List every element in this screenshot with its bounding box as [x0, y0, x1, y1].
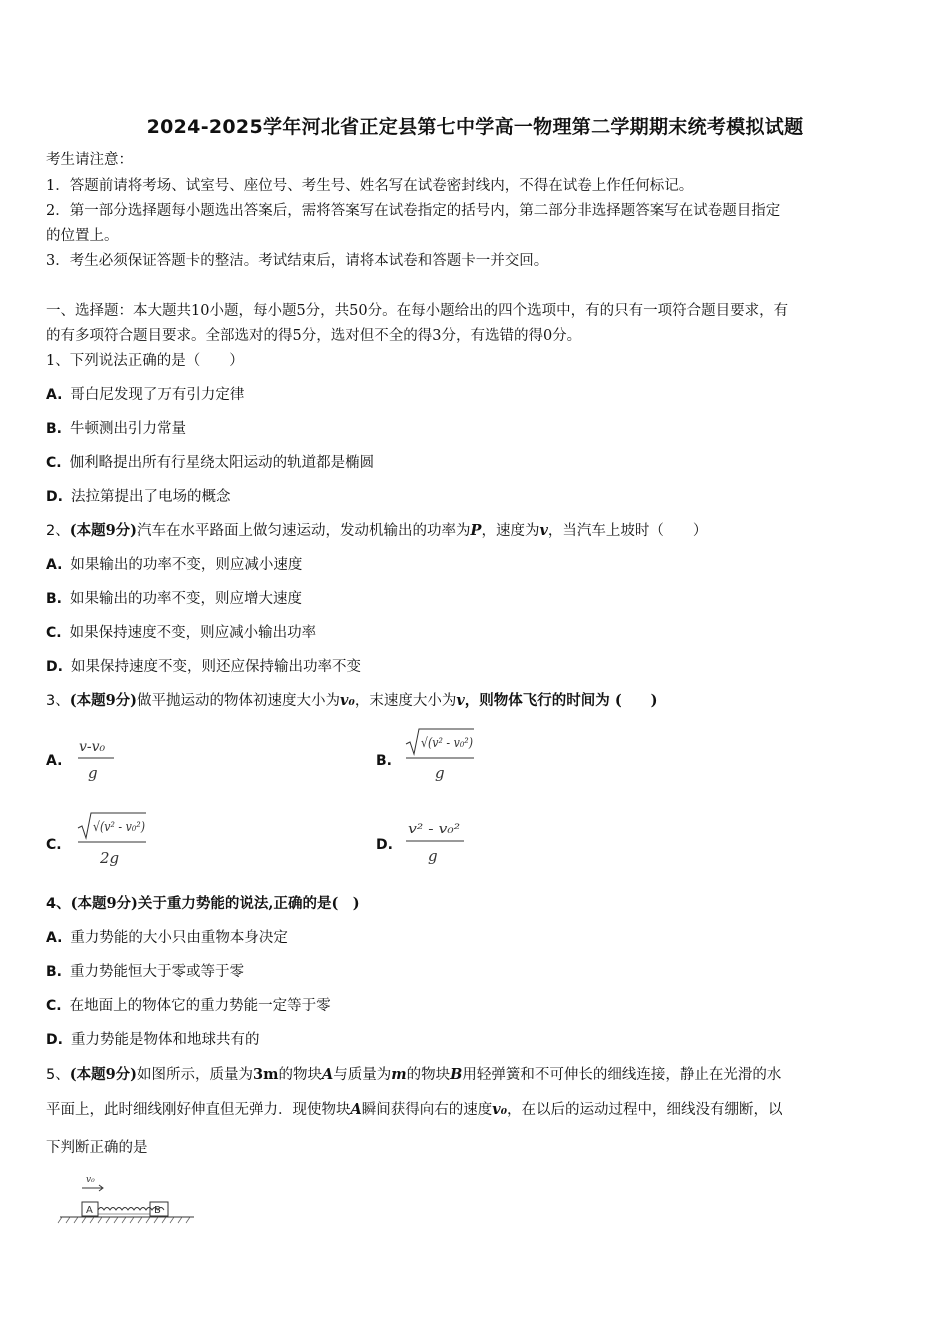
- question-number: 5、: [46, 1067, 70, 1083]
- q5-stem-line1: [46, 1065, 781, 1085]
- q5-stem-line3: 下判断正确的是: [46, 1140, 148, 1156]
- stem-text: 的物块: [406, 1067, 451, 1083]
- stem-text: ，则物体飞行的时间为 ( ): [464, 692, 658, 709]
- stem-text: 如图所示，质量为: [137, 1067, 254, 1083]
- variable-v: v: [456, 692, 465, 709]
- q2-option-d: [46, 657, 361, 677]
- q1-option-d: [46, 487, 230, 507]
- question-score: (本题9分): [69, 1066, 138, 1083]
- stem-text: 做平抛运动的物体初速度大小为: [137, 693, 341, 709]
- notice-heading: 考生请注意：: [46, 152, 133, 168]
- option-label: A.: [46, 753, 63, 769]
- formula-numerator: v² - v₀²: [408, 822, 460, 837]
- option-text: 如果保持速度不变，则应减小输出功率: [69, 625, 317, 641]
- option-label: B.: [46, 591, 62, 607]
- q4-option-a: [46, 928, 288, 948]
- spring-blocks-diagram: [56, 1170, 201, 1230]
- variable-v: v: [539, 522, 548, 539]
- q4-option-d: [46, 1030, 259, 1050]
- option-label: D.: [376, 837, 393, 853]
- q4-option-b: [46, 962, 244, 982]
- stem-text: (本题9分)关于重力势能的说法,正确的是( ): [70, 895, 360, 912]
- option-label: D.: [46, 489, 63, 505]
- block-a-label: A: [86, 1205, 93, 1216]
- q3-option-b-label: [376, 751, 400, 771]
- q2-stem: [46, 521, 707, 541]
- option-text: 如果输出的功率不变，则应减小速度: [70, 557, 303, 573]
- stem-text: 瞬间获得向右的速度: [361, 1102, 493, 1118]
- option-label: B.: [46, 421, 62, 437]
- option-label: D.: [46, 1032, 63, 1048]
- question-number: 4、: [46, 896, 71, 912]
- mass-3m: 3m: [253, 1066, 279, 1083]
- q3-option-c-formula: [76, 810, 156, 872]
- ground-hatching: [58, 1217, 190, 1223]
- option-text: 在地面上的物体它的重力势能一定等于零: [69, 998, 331, 1014]
- option-label: C.: [46, 625, 62, 641]
- exam-title: 2024-2025学年河北省正定县第七中学高一物理第二学期期末统考模拟试题: [146, 116, 804, 138]
- q2-option-b: [46, 589, 302, 609]
- option-label: C.: [46, 455, 62, 471]
- q2-option-c: [46, 623, 316, 643]
- stem-text: 用轻弹簧和不可伸长的细线连接，静止在光滑的水: [462, 1067, 782, 1083]
- variable-v0: v₀: [340, 692, 355, 709]
- notice-item-2-cont: 的位置上。: [46, 228, 119, 244]
- q3-option-a-formula: [76, 734, 126, 788]
- q3-option-d-label: [376, 835, 401, 855]
- q5-figure: [56, 1170, 201, 1234]
- option-label: C.: [46, 837, 62, 853]
- q3-option-b-formula: [404, 726, 484, 788]
- stem-text: 汽车在水平路面上做匀速运动，发动机输出的功率为: [137, 523, 471, 539]
- option-label: B.: [376, 753, 392, 769]
- q2-option-a: [46, 555, 302, 575]
- stem-text: ，末速度大小为: [354, 693, 457, 709]
- q1-option-b: [46, 419, 186, 439]
- formula-denominator: g: [428, 847, 438, 865]
- q1-option-c: [46, 453, 374, 473]
- block-b-label: B: [154, 1205, 161, 1216]
- option-label: A.: [46, 387, 63, 403]
- notice-item-3: 3．考生必须保证答题卡的整洁。考试结束后，请将本试卷和答题卡一并交回。: [46, 253, 549, 269]
- option-text: 伽利略提出所有行星绕太阳运动的轨道都是椭圆: [69, 455, 375, 471]
- option-text: 法拉第提出了电场的概念: [70, 489, 231, 505]
- question-number: 3、: [46, 693, 70, 709]
- notice-item-2: 2．第一部分选择题每小题选出答案后，需将答案写在试卷指定的括号内，第二部分非选择题答案写在试卷题目指定: [46, 203, 781, 219]
- q1-option-a: [46, 385, 244, 405]
- formula-numerator: v-v₀: [79, 739, 106, 755]
- option-label: C.: [46, 998, 62, 1014]
- question-score: (本题9分): [69, 692, 138, 709]
- q5-stem-line2: [46, 1100, 783, 1120]
- mass-m: m: [391, 1066, 407, 1083]
- velocity-v0: v₀: [492, 1101, 508, 1118]
- q3-option-c-label: [46, 835, 70, 855]
- variable-p: P: [470, 522, 482, 539]
- velocity-label: v₀: [86, 1175, 95, 1185]
- section-instructions-line1: 一、选择题：本大题共10小题，每小题5分，共50分。在每小题给出的四个选项中，有的只有一项符合题目要求，有: [46, 303, 789, 319]
- option-text: 如果保持速度不变，则还应保持输出功率不变: [70, 659, 361, 675]
- formula-denominator: g: [88, 764, 98, 782]
- option-label: B.: [46, 964, 62, 980]
- option-text: 重力势能恒大于零或等于零: [70, 964, 244, 980]
- stem-text: 的物块: [278, 1067, 322, 1083]
- formula-denominator: 2g: [100, 849, 120, 867]
- stem-text: ，在以后的运动过程中，细线没有绷断，以: [507, 1102, 783, 1118]
- section-instructions-line2: 的有多项符合题目要求。全部选对的得5分，选对但不全的得3分，有选错的得0分。: [46, 328, 582, 344]
- option-label: A.: [46, 930, 63, 946]
- formula-numerator: √(v² - v₀²): [93, 820, 145, 835]
- q3-option-a-label: [46, 751, 70, 771]
- block-a-ref: A: [321, 1066, 334, 1083]
- stem-text: ，速度为: [481, 523, 540, 539]
- stem-text: ，当汽车上坡时（ ）: [547, 523, 708, 539]
- option-label: A.: [46, 557, 63, 573]
- option-text: 牛顿测出引力常量: [70, 421, 186, 437]
- formula-numerator: √(v² - v₀²): [421, 736, 473, 751]
- option-text: 重力势能是物体和地球共有的: [70, 1032, 260, 1048]
- block-b-ref: B: [450, 1066, 463, 1083]
- stem-text: 与质量为: [333, 1067, 392, 1083]
- option-text: 重力势能的大小只由重物本身决定: [70, 930, 288, 946]
- question-number: 2、: [46, 523, 70, 539]
- option-text: 哥白尼发现了万有引力定律: [70, 387, 245, 403]
- q4-stem: [46, 894, 360, 914]
- formula-denominator: g: [435, 764, 445, 782]
- q3-option-d-formula: [404, 816, 474, 872]
- notice-item-1: 1．答题前请将考场、试室号、座位号、考生号、姓名写在试卷密封线内，不得在试卷上作任何标记。: [46, 178, 694, 194]
- stem-text: 平面上，此时细线刚好伸直但无弹力．现使物块: [46, 1102, 351, 1118]
- q3-stem: [46, 691, 658, 711]
- q4-option-c: [46, 996, 331, 1016]
- block-a-ref: A: [350, 1101, 362, 1118]
- option-label: D.: [46, 659, 63, 675]
- q1-stem: 1、下列说法正确的是（ ）: [46, 353, 244, 369]
- option-text: 如果输出的功率不变，则应增大速度: [70, 591, 302, 607]
- question-score: (本题9分): [69, 522, 138, 539]
